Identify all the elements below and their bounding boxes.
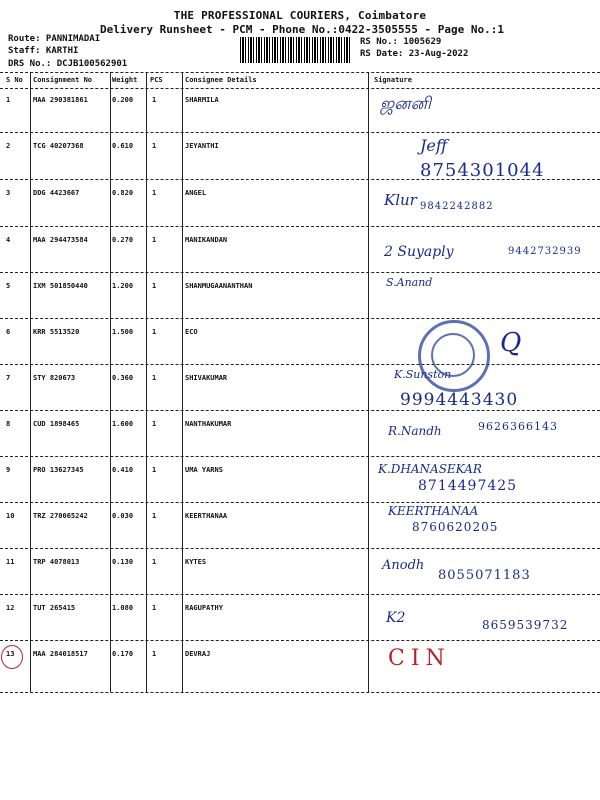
- row-separator: [0, 132, 600, 133]
- row-signature: 2 Suyaply: [384, 244, 454, 260]
- column-divider: [368, 72, 369, 692]
- row-sno: 7: [6, 374, 11, 382]
- row-sno: 8: [6, 420, 11, 428]
- row-weight: 0.130: [112, 558, 134, 566]
- col-header-consignee: Consignee Details: [185, 76, 257, 84]
- row-consignee: SHIVAKUMAR: [185, 374, 228, 382]
- row-separator: [0, 502, 600, 503]
- row-consignee: RAGUPATHY: [185, 604, 223, 612]
- col-header-pcs: PCS: [150, 76, 163, 84]
- row-phone: 8659539732: [482, 618, 569, 632]
- row-pcs: 1: [152, 189, 157, 197]
- row-signature: S.Anand: [386, 276, 433, 289]
- row-weight: 1.600: [112, 420, 134, 428]
- row-signature: Anodh: [382, 558, 425, 573]
- row-phone: 9442732939: [508, 246, 582, 257]
- rs-number: RS No.: 1005629: [360, 37, 442, 47]
- row-separator: [0, 272, 600, 273]
- row-signature: K.DHANASEKAR: [378, 462, 482, 476]
- row-separator: [0, 364, 600, 365]
- row-consignment-no: MAA 294473584: [33, 236, 88, 244]
- row-separator: [0, 594, 600, 595]
- row-pcs: 1: [152, 96, 157, 104]
- company-seal-stamp: [418, 320, 490, 392]
- row-sno: 6: [6, 328, 11, 336]
- route-label: Route: PANNIMADAI: [8, 34, 101, 44]
- row-sno: 11: [6, 558, 15, 566]
- row-phone: 8760620205: [412, 520, 499, 534]
- row-weight: 0.270: [112, 236, 134, 244]
- row-separator: [0, 179, 600, 180]
- row-phone: 9626366143: [478, 420, 558, 433]
- row-consignment-no: IXM 501850440: [33, 282, 88, 290]
- row-signature: Klur: [384, 191, 417, 209]
- row-separator: [0, 226, 600, 227]
- row-sno: 4: [6, 236, 11, 244]
- row-consignee: ECO: [185, 328, 198, 336]
- row-separator: [0, 456, 600, 457]
- row-consignment-no: TCG 40207368: [33, 142, 84, 150]
- col-header-sno: S No: [6, 76, 23, 84]
- row-consignment-no: TUT 265415: [33, 604, 76, 612]
- row-signature: K2: [386, 610, 406, 626]
- row-sno: 10: [6, 512, 15, 520]
- row-weight: 0.820: [112, 189, 134, 197]
- row-consignment-no: TRP 4078013: [33, 558, 80, 566]
- row-weight: 0.170: [112, 650, 134, 658]
- header-bottom-rule: [0, 88, 600, 89]
- row-consignee: SHARMILA: [185, 96, 219, 104]
- row-separator: [0, 548, 600, 549]
- barcode: [240, 37, 350, 63]
- column-divider: [146, 72, 147, 692]
- row-phone: 8754301044: [420, 160, 545, 181]
- row-pcs: 1: [152, 420, 157, 428]
- row-phone: 9842242882: [420, 201, 494, 212]
- row-consignee: KEERTHANAA: [185, 512, 228, 520]
- row-phone: 8055071183: [438, 568, 531, 583]
- row-consignee: UMA YARNS: [185, 466, 223, 474]
- row-pcs: 1: [152, 604, 157, 612]
- row-consignment-no: STY 820673: [33, 374, 76, 382]
- row-consignment-no: KRR 5513520: [33, 328, 80, 336]
- row-13-circle-mark: [1, 645, 23, 669]
- row-consignment-no: TRZ 270065242: [33, 512, 88, 520]
- row-pcs: 1: [152, 512, 157, 520]
- row-signature: Jeff: [420, 136, 448, 155]
- col-header-weight: Weight: [112, 76, 138, 84]
- row-weight: 0.360: [112, 374, 134, 382]
- row-pcs: 1: [152, 374, 157, 382]
- column-divider: [182, 72, 183, 692]
- col-header-signature: Signature: [374, 76, 412, 84]
- row-consignee: JEYANTHI: [185, 142, 219, 150]
- row-signature: K.Sunston: [394, 368, 452, 381]
- row-consignee: DEVRAJ: [185, 650, 211, 658]
- row-consignee: NANTHAKUMAR: [185, 420, 232, 428]
- row-signature: R.Nandh: [388, 424, 442, 438]
- row-phone: 9994443430: [400, 390, 519, 410]
- row-weight: 0.030: [112, 512, 134, 520]
- row-separator: [0, 410, 600, 411]
- row-separator: [0, 318, 600, 319]
- row-pcs: 1: [152, 650, 157, 658]
- row-consignment-no: PRO 13627345: [33, 466, 84, 474]
- col-header-consignment: Consignment No: [33, 76, 93, 84]
- row-weight: 1.500: [112, 328, 134, 336]
- staff-label: Staff: KARTHI: [8, 46, 79, 56]
- drs-number: DRS No.: DCJB100562901: [8, 59, 128, 69]
- row-separator: [0, 692, 600, 693]
- row-signature: KEERTHANAA: [388, 504, 479, 518]
- row-consignment-no: MAA 284018517: [33, 650, 88, 658]
- row-weight: 0.610: [112, 142, 134, 150]
- row-weight: 1.080: [112, 604, 134, 612]
- row-signature: Q: [500, 328, 522, 358]
- rs-date: RS Date: 23-Aug-2022: [360, 49, 469, 59]
- company-title: THE PROFESSIONAL COURIERS, Coimbatore: [173, 9, 427, 22]
- row-consignee: MANIKANDAN: [185, 236, 228, 244]
- row-consignment-no: CUD 1898465: [33, 420, 80, 428]
- row-phone: 8714497425: [418, 478, 518, 494]
- row-pcs: 1: [152, 466, 157, 474]
- row-pcs: 1: [152, 558, 157, 566]
- row-consignment-no: DDG 4423667: [33, 189, 80, 197]
- header-top-rule: [0, 72, 600, 73]
- runsheet-subtitle: Delivery Runsheet - PCM - Phone No.:0422-3505555 - Page No.:1: [100, 23, 504, 36]
- row-consignment-no: MAA 290381861: [33, 96, 88, 104]
- row-pcs: 1: [152, 328, 157, 336]
- row-weight: 1.200: [112, 282, 134, 290]
- row-pcs: 1: [152, 282, 157, 290]
- row-consignee: ANGEL: [185, 189, 207, 197]
- row-sno: 3: [6, 189, 11, 197]
- row-separator: [0, 640, 600, 641]
- row-signature: ஜனனி: [380, 94, 431, 114]
- row-sno: 2: [6, 142, 11, 150]
- row-sno: 5: [6, 282, 11, 290]
- row-pcs: 1: [152, 142, 157, 150]
- row-consignee: KYTES: [185, 558, 207, 566]
- row-consignee: SHANMUGAANANTHAN: [185, 282, 253, 290]
- row-sno: 12: [6, 604, 15, 612]
- row-signature: CIN: [388, 646, 451, 671]
- row-weight: 0.410: [112, 466, 134, 474]
- column-divider: [110, 72, 111, 692]
- row-sno: 13: [6, 650, 15, 658]
- row-sno: 1: [6, 96, 11, 104]
- column-divider: [30, 72, 31, 692]
- row-weight: 0.200: [112, 96, 134, 104]
- row-sno: 9: [6, 466, 11, 474]
- row-pcs: 1: [152, 236, 157, 244]
